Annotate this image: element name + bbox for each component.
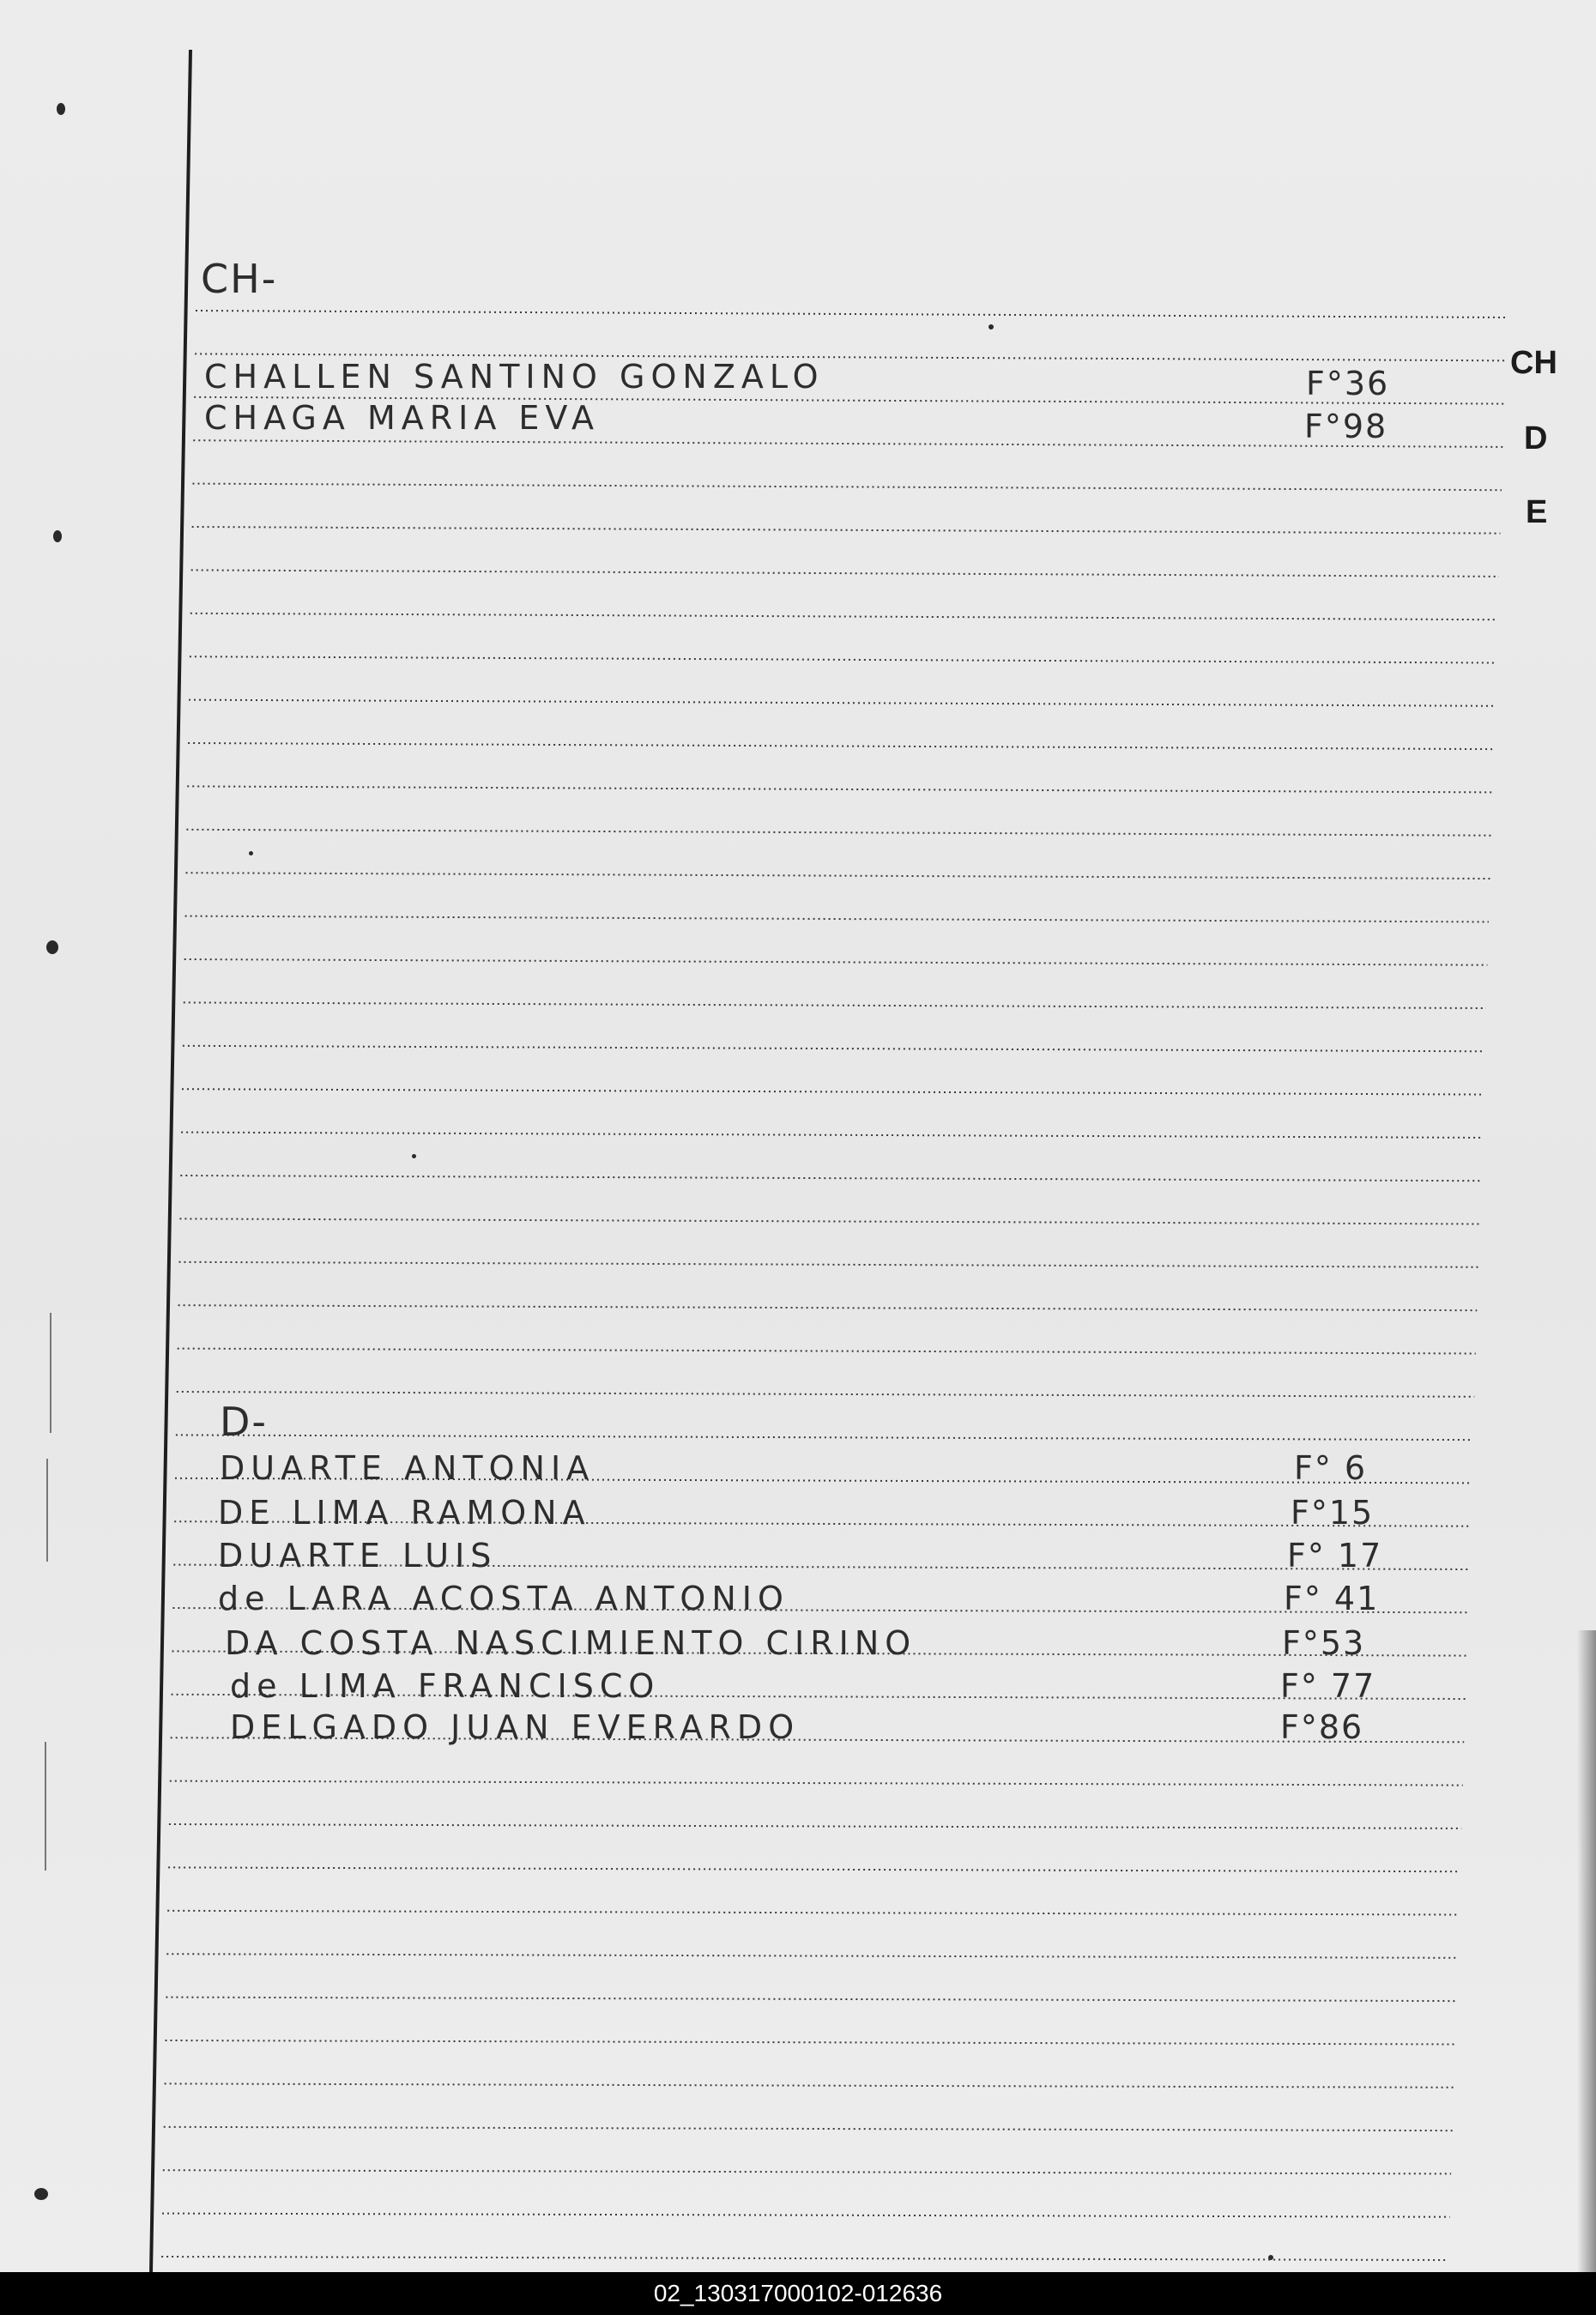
entry-folio: F° 77 [1280, 1667, 1376, 1705]
ruled-line [186, 830, 1491, 836]
ruled-line [181, 1133, 1482, 1138]
ruled-line [166, 1954, 1457, 1958]
entry-folio: F°86 [1280, 1708, 1364, 1746]
ruled-line [191, 570, 1499, 577]
punch-mark [46, 940, 58, 954]
section-heading-ch: CH- [201, 256, 278, 302]
page-edge-shadow [1577, 1630, 1596, 2272]
ink-speck [988, 324, 994, 329]
binding-mark [50, 1313, 51, 1433]
entry-folio: F° 41 [1284, 1580, 1380, 1617]
entry-name: DUARTE ANTONIA [220, 1449, 595, 1487]
binding-mark [46, 1459, 48, 1562]
image-id-bar [0, 2272, 1596, 2315]
ruled-line [168, 1867, 1460, 1871]
entry-folio: F°36 [1306, 365, 1390, 402]
ink-speck [412, 1154, 416, 1158]
ruled-line [182, 1089, 1484, 1094]
entry-name: DELGADO JUAN EVERARDO [230, 1708, 801, 1746]
entry-name: CHALLEN SANTINO GONZALO [204, 358, 825, 396]
ink-speck [249, 851, 253, 855]
ruled-line [177, 1392, 1475, 1397]
ruled-line [164, 2127, 1453, 2131]
entry-name: DA COSTA NASCIMIENTO CIRINO [225, 1624, 917, 1662]
ruled-line [163, 2170, 1451, 2173]
ruled-line [184, 959, 1488, 965]
ruled-line [185, 916, 1489, 922]
ruled-line [170, 1781, 1463, 1786]
ruled-line [183, 1046, 1485, 1052]
entry-folio: F° 17 [1287, 1537, 1383, 1575]
ruled-line [179, 1218, 1479, 1224]
ruled-line [186, 873, 1490, 879]
ruled-line [169, 1824, 1461, 1828]
ruled-line [193, 484, 1502, 491]
index-tab-d: D [1524, 420, 1548, 456]
ruled-line [196, 311, 1507, 317]
entry-name: DUARTE LUIS [218, 1537, 498, 1575]
ruled-line [176, 1435, 1473, 1440]
punch-mark [53, 530, 62, 542]
entry-name: de LARA ACOSTA ANTONIO [218, 1580, 789, 1617]
ruled-line [166, 2040, 1455, 2045]
entry-name: de LIMA FRANCISCO [230, 1667, 661, 1705]
punch-mark [57, 103, 65, 115]
entry-folio: F°15 [1291, 1494, 1375, 1532]
ruled-line [165, 2083, 1454, 2087]
ruled-line [187, 786, 1492, 792]
ruled-line [167, 1911, 1459, 1915]
entry-folio: F° 6 [1294, 1449, 1368, 1487]
ruled-line [178, 1349, 1476, 1354]
ruled-line [166, 1998, 1456, 2002]
binding-mark [45, 1742, 46, 1871]
ruled-line [190, 656, 1496, 662]
ink-speck [1268, 2255, 1273, 2260]
index-tab-ch: CH [1510, 345, 1557, 381]
ruled-line [189, 700, 1495, 706]
ruled-line [162, 2214, 1450, 2217]
entry-folio: F°98 [1304, 408, 1388, 445]
ruled-line [192, 527, 1501, 534]
index-tab-e: E [1526, 494, 1548, 530]
entry-folio: F°53 [1282, 1624, 1366, 1662]
punch-mark [34, 2188, 48, 2200]
ruled-line [161, 2257, 1448, 2260]
image-id-label: 02_130317000102-012636 [653, 2280, 943, 2306]
entry-name: DE LIMA RAMONA [218, 1494, 591, 1532]
ruled-line [184, 1002, 1486, 1008]
ruled-line [180, 1176, 1481, 1181]
ruled-line [178, 1305, 1478, 1310]
section-heading-d: D- [220, 1399, 269, 1445]
ruled-line [179, 1262, 1478, 1267]
ruled-line [188, 743, 1494, 749]
entry-name: CHAGA MARIA EVA [204, 399, 600, 437]
ruled-line [190, 614, 1498, 620]
